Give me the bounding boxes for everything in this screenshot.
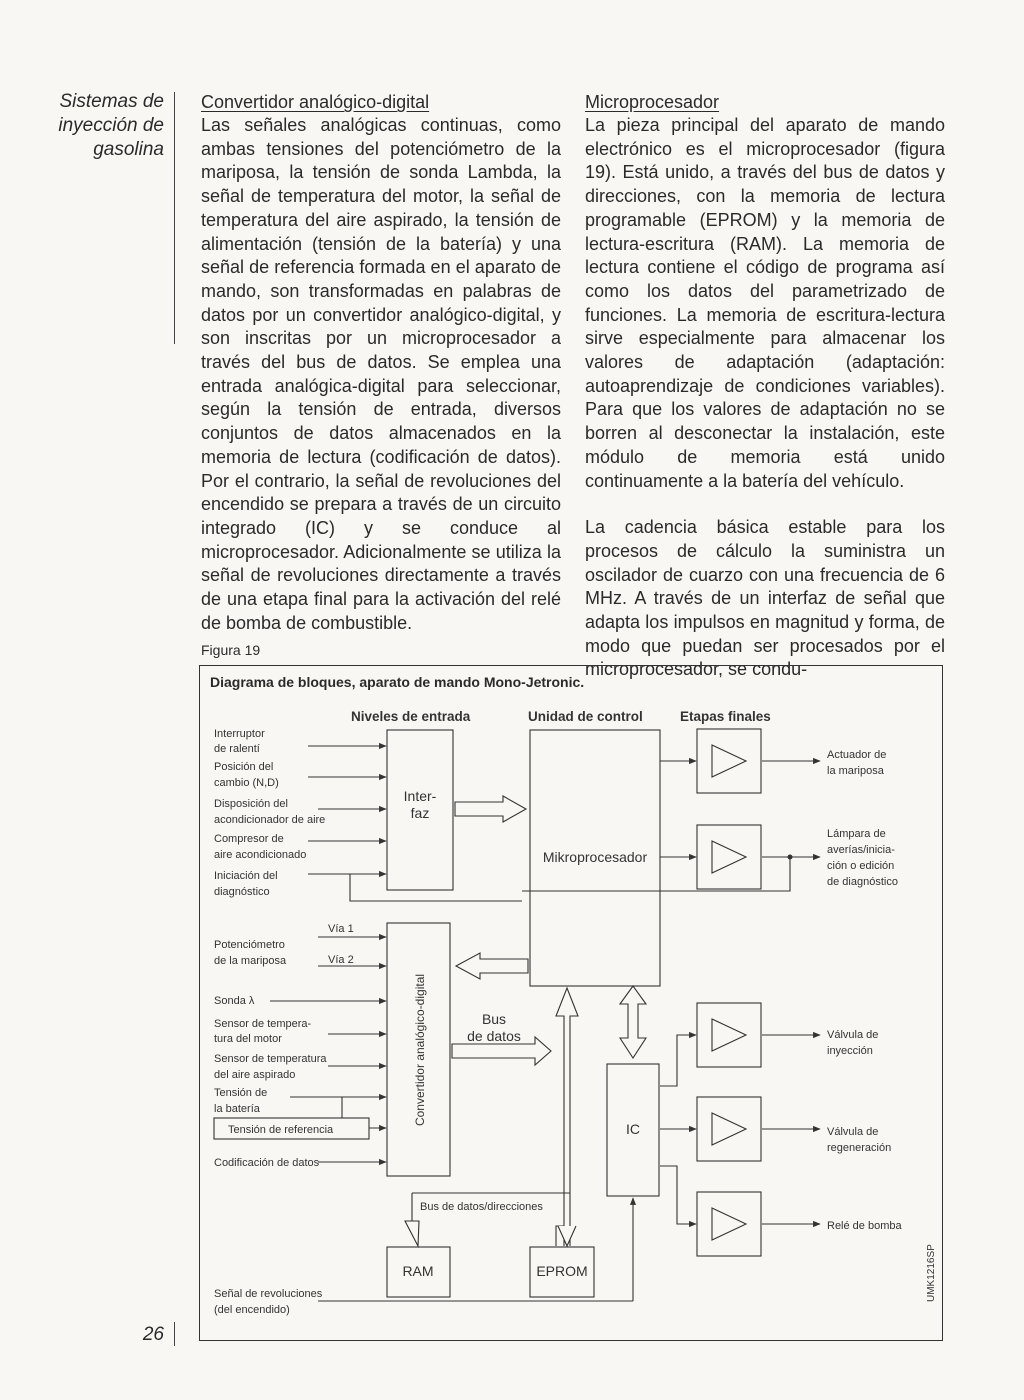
chapter-title-line: inyección de — [58, 115, 164, 136]
figure-label: Figura 19 — [201, 642, 261, 658]
output-label: la mariposa — [827, 765, 884, 777]
final-stage-4 — [697, 1097, 761, 1161]
interface-label: Inter- — [403, 788, 437, 804]
interface-label: faz — [410, 805, 430, 821]
figure-code: UMK1216SP — [926, 1244, 937, 1302]
figure-title: Diagrama de bloques, aparato de mando Mono-Jetronic. — [210, 674, 585, 690]
output-label: Válvula de — [827, 1126, 879, 1138]
adc-label: Convertidor analógico-digital — [413, 973, 427, 1127]
final-stage-5 — [697, 1192, 761, 1256]
input-label: Iniciación del — [214, 870, 278, 882]
output-label: Lámpara de — [827, 828, 886, 840]
ic-label: IC — [626, 1121, 640, 1137]
bus-label: de datos — [467, 1028, 521, 1044]
input-label: Sensor de tempera- — [214, 1018, 312, 1030]
input-label: Interruptor — [214, 728, 265, 740]
micro-label: Mikroprocesador — [542, 849, 648, 865]
input-label: Potenciómetro — [214, 939, 285, 951]
input-label: acondicionador de aire — [214, 814, 326, 826]
block-diagram-svg — [200, 666, 944, 1342]
chapter-title — [40, 90, 164, 162]
final-stage-2 — [697, 825, 761, 889]
output-label: averías/inicia- — [827, 844, 895, 856]
output-label: de diagnóstico — [827, 876, 898, 888]
header-final-stages: Etapas finales — [680, 709, 771, 724]
input-label: Sonda λ — [214, 995, 255, 1007]
output-label: regeneración — [827, 1142, 892, 1154]
body-paragraph: La cadencia básica estable para los procesos de cálculo la suministra un oscilador de cuarzo con una frecuencia de 6 MHz. A través de un interfaz de señal que adapta los impulsos en magnitud y forma, de modo que puedan ser procesados por el microprocesador, se condu- — [585, 517, 945, 680]
ram-label: RAM — [402, 1263, 434, 1279]
output-label: Relé de bomba — [827, 1220, 902, 1232]
input-label: Posición del — [214, 761, 274, 773]
input-label: de ralentí — [214, 743, 260, 755]
output-label: ción o edición — [827, 860, 895, 872]
input-label: Codificación de datos — [214, 1157, 320, 1169]
input-label: tura del motor — [214, 1033, 282, 1045]
bus-label: Bus — [481, 1011, 507, 1027]
input-label: del aire aspirado — [214, 1069, 296, 1081]
amplifier-icon — [712, 1113, 746, 1145]
section-heading: Microprocesador — [585, 92, 720, 112]
input-label: diagnóstico — [214, 886, 270, 898]
input-label: cambio (N,D) — [214, 777, 279, 789]
input-label: la batería — [214, 1103, 260, 1115]
chapter-title-line: gasolina — [93, 139, 164, 160]
header-control-unit: Unidad de control — [528, 709, 643, 724]
amplifier-icon — [712, 1208, 746, 1240]
block-diagram — [199, 665, 943, 1341]
page-number: 26 — [142, 1324, 164, 1345]
reference-label: Tensión de referencia — [228, 1124, 334, 1136]
margin-rule — [174, 1322, 175, 1346]
input-label: Sensor de temperatura — [214, 1053, 327, 1065]
address-bus-label: Bus de datos/direcciones — [420, 1201, 543, 1213]
right-column — [585, 90, 945, 680]
header-input-levels: Niveles de entrada — [351, 709, 471, 724]
amplifier-icon — [712, 841, 746, 873]
input-label: de la mariposa — [214, 955, 287, 967]
input-label: Señal de revoluciones — [214, 1288, 323, 1300]
input-label: aire acondicionado — [214, 849, 307, 861]
left-column — [201, 90, 561, 635]
output-label: Actuador de — [827, 749, 887, 761]
input-label: Compresor de — [214, 833, 284, 845]
input-label: Tensión de — [214, 1087, 268, 1099]
output-label: Válvula de — [827, 1029, 879, 1041]
final-stage-3 — [697, 1003, 761, 1067]
body-paragraph: La pieza principal del aparato de mando electrónico es el microprocesador (figura 19). Está unido, a través del bus de datos y direcciones, con la memoria de lectura programable (EPROM) y la memoria de lectura-escritura (RAM). La memoria de lectura contiene el código de programa así como los datos del parametrizado de funciones. La memoria de escritura-lectura sirve especialmente para almacenar los valores de adaptación (adaptación: autoaprendizaje de condiciones variables). Para que los valores de adaptación no se borren al desconectar la instalación, este módulo de memoria está unido continuamente a la batería del vehículo. — [585, 115, 945, 491]
section-heading: Convertidor analógico-digital — [201, 92, 430, 112]
margin-rule — [174, 92, 175, 344]
via-label: Vía 2 — [328, 954, 354, 966]
amplifier-icon — [712, 1019, 746, 1051]
chapter-title-line: Sistemas de — [59, 91, 164, 112]
output-label: inyección — [827, 1045, 873, 1057]
eprom-label: EPROM — [536, 1263, 588, 1279]
input-label: (del encendido) — [214, 1304, 290, 1316]
amplifier-icon — [712, 745, 746, 777]
via-label: Vía 1 — [328, 923, 354, 935]
final-stage-1 — [697, 729, 761, 793]
input-label: Disposición del — [214, 798, 288, 810]
body-paragraph: Las señales analógicas continuas, como ambas tensiones del potenciómetro de la mariposa, la tensión de sonda Lambda, la señal de temperatura del motor, la señal de temperatura del aire aspirado, la tensión de alimentación (tensión de la batería) y una señal de referencia formada en el aparato de mando, son transformadas en palabras de datos por un convertidor analógico-digital, y son inscritas por un microprocesador a través del bus de datos. Se emplea una entrada analógica-digital para seleccionar, según la tensión de entrada, diversos conjuntos de datos almacenados en la memoria de lectura (codificación de datos). Por el contrario, la señal de revoluciones del encendido se prepara a través de un circuito integrado (IC) y se conduce al microprocesador. Adicionalmente se utiliza la señal de revoluciones directamente a través de una etapa final para la activación del relé de bomba de combustible. — [201, 115, 561, 633]
